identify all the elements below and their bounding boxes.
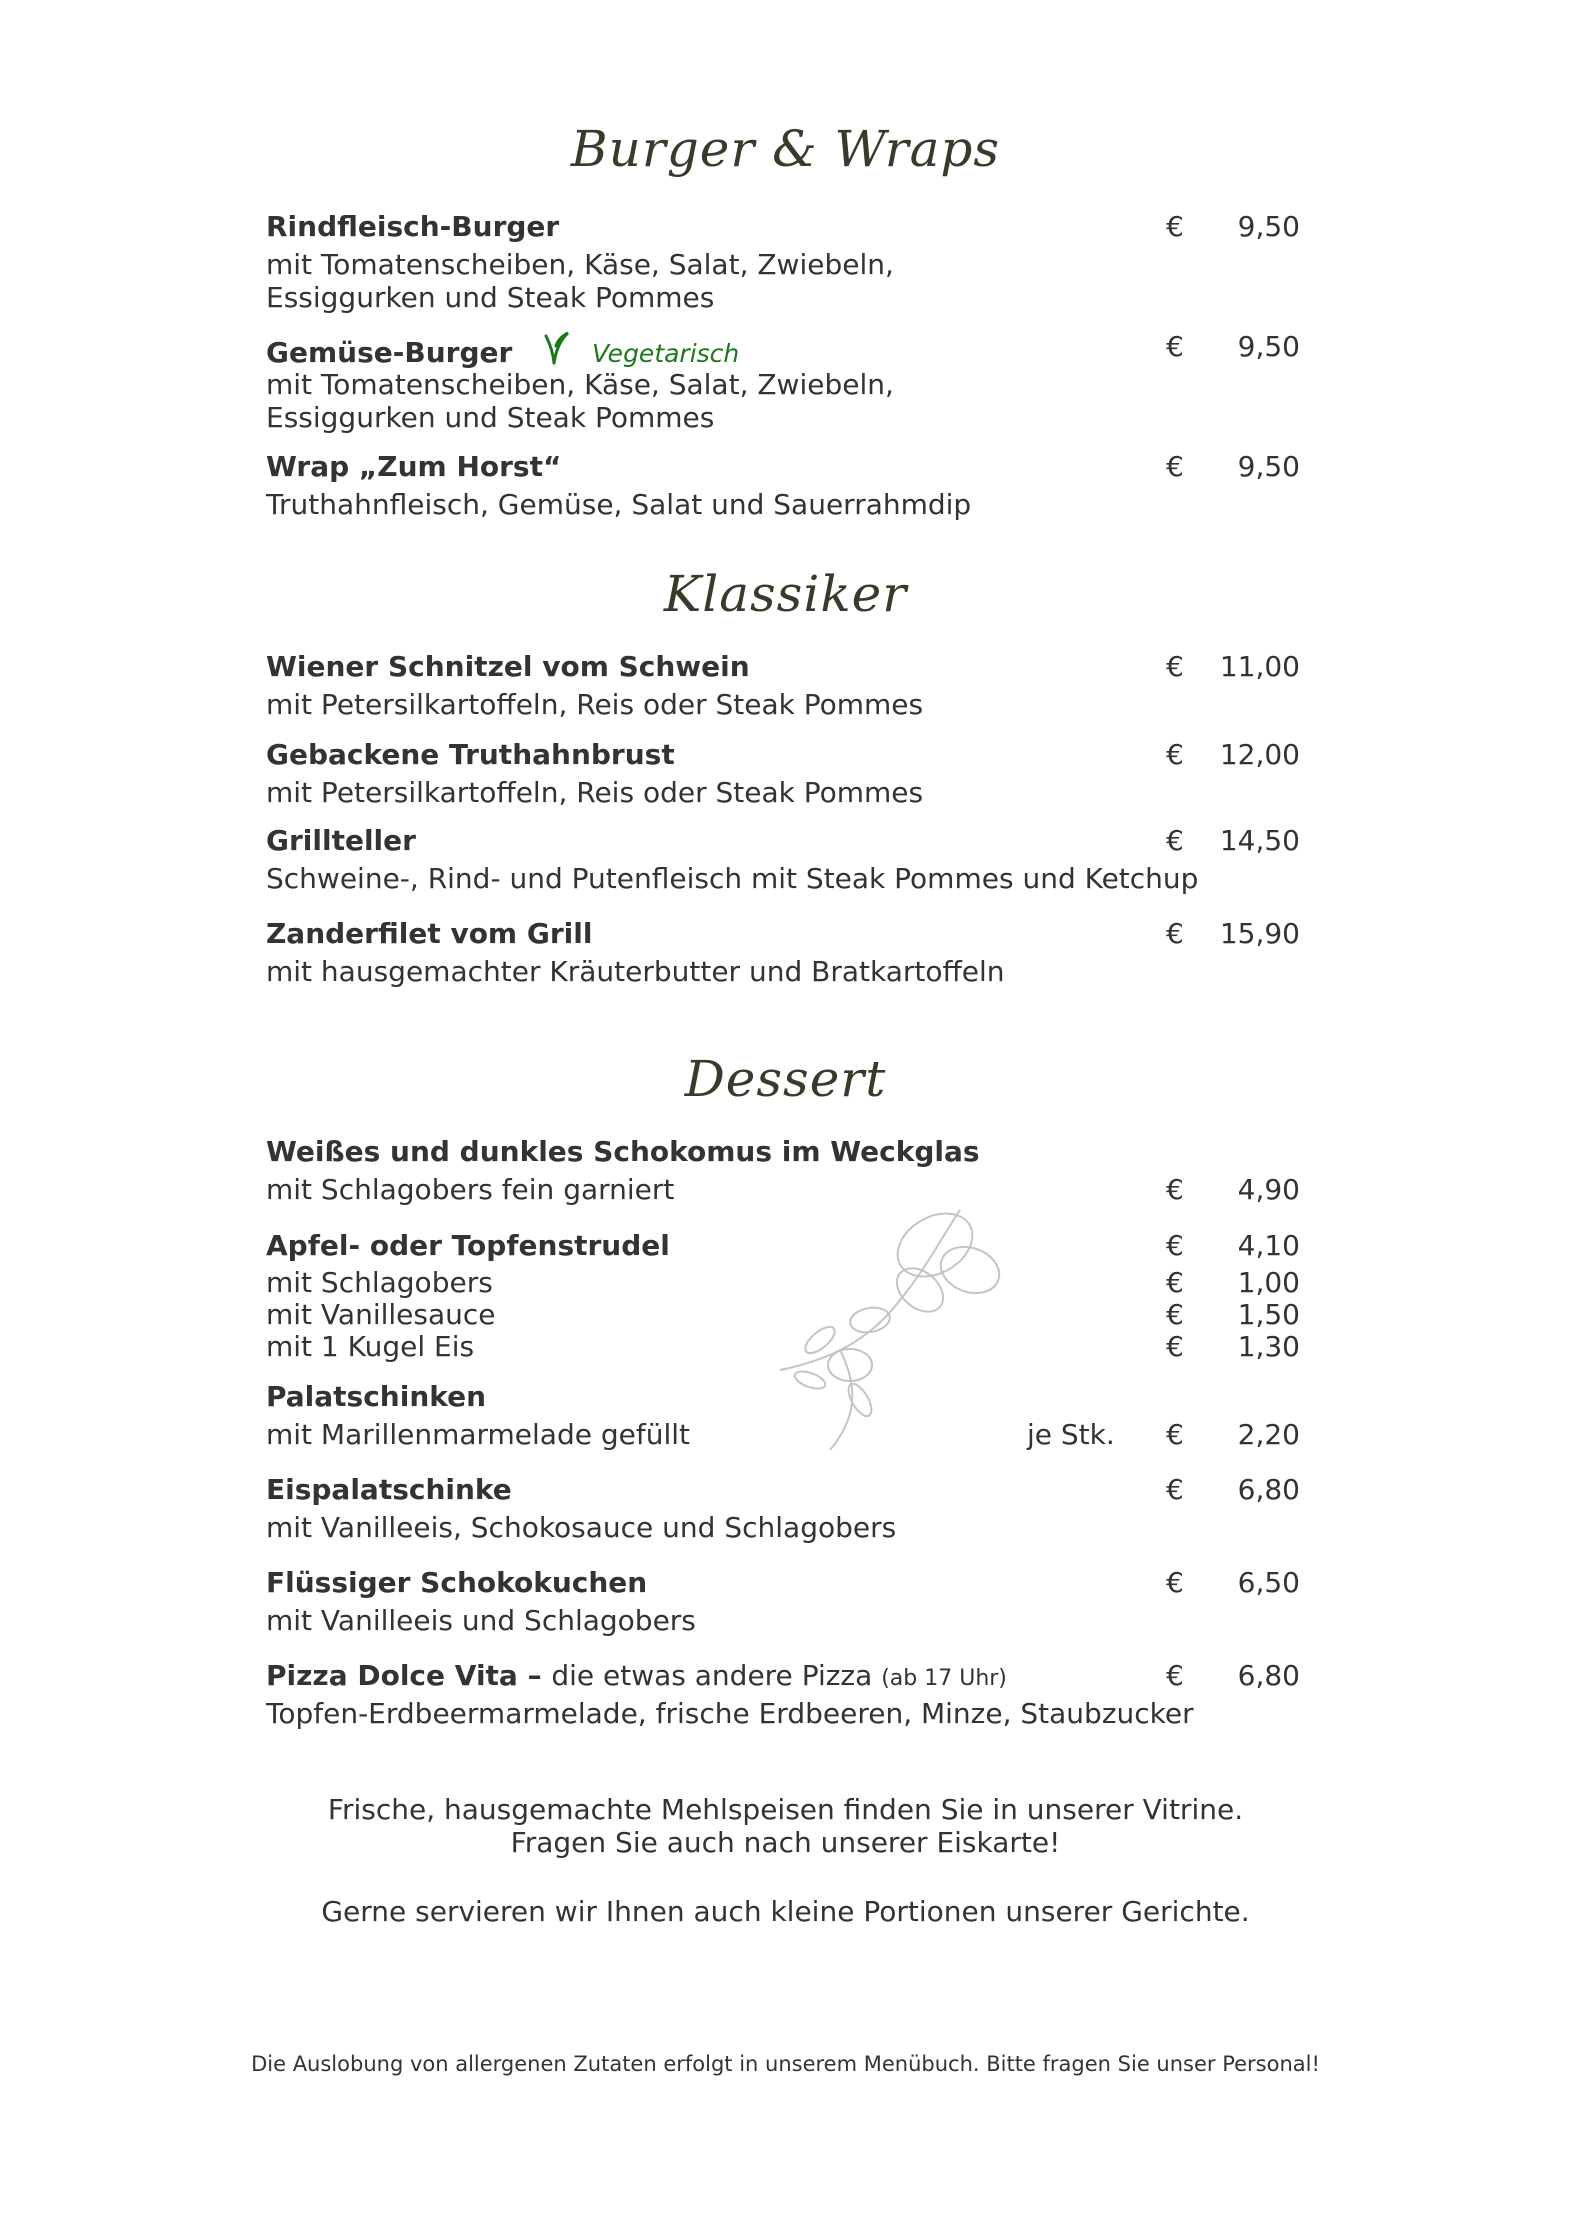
- euro-sign: €: [1166, 1330, 1184, 1363]
- item-price: 6,50: [1237, 1566, 1300, 1599]
- vegetarian-badge: Vegetarisch: [592, 339, 740, 368]
- item-price: 12,00: [1219, 738, 1300, 771]
- item-description: mit Vanilleeis, Schokosauce und Schlagobers: [266, 1511, 897, 1544]
- item-name: Gebackene Truthahnbrust: [266, 738, 675, 771]
- item-description: Schweine-, Rind- und Putenfleisch mit Steak Pommes und Ketchup: [266, 862, 1199, 895]
- item-price: 2,20: [1237, 1418, 1300, 1451]
- extra-label: mit Vanillesauce: [266, 1298, 496, 1331]
- item-name: Wiener Schnitzel vom Schwein: [266, 650, 750, 683]
- item-subtitle: die etwas andere Pizza: [551, 1659, 873, 1692]
- extra-price: 1,00: [1237, 1266, 1300, 1299]
- item-description: mit Petersilkartoffeln, Reis oder Steak Pommes: [266, 776, 924, 809]
- item-description: mit Schlagobers fein garniert: [266, 1173, 675, 1206]
- item-price: 6,80: [1237, 1473, 1300, 1506]
- item-name: Flüssiger Schokokuchen: [266, 1566, 648, 1599]
- euro-sign: €: [1166, 1266, 1184, 1299]
- allergen-footer: Die Auslobung von allergenen Zutaten erfolgt in unserem Menübuch. Bitte fragen Sie unser Personal!: [251, 2052, 1320, 2076]
- euro-sign: €: [1166, 450, 1184, 483]
- euro-sign: €: [1166, 1418, 1184, 1451]
- item-price: 11,00: [1219, 650, 1300, 683]
- item-description: mit Petersilkartoffeln, Reis oder Steak Pommes: [266, 688, 924, 721]
- euro-sign: €: [1166, 738, 1184, 771]
- euro-sign: €: [1166, 210, 1184, 243]
- item-description: mit Tomatenscheiben, Käse, Salat, Zwiebeln,: [266, 368, 894, 401]
- name-separator: –: [517, 1659, 552, 1692]
- item-name: Palatschinken: [266, 1380, 487, 1413]
- item-description: Essiggurken und Steak Pommes: [266, 401, 715, 434]
- item-price: 6,80: [1237, 1659, 1300, 1692]
- item-name: Rindfleisch-Burger: [266, 210, 560, 243]
- euro-sign: €: [1166, 650, 1184, 683]
- item-name: Wrap „Zum Horst“: [266, 450, 562, 483]
- euro-sign: €: [1166, 330, 1184, 363]
- item-description: mit Tomatenscheiben, Käse, Salat, Zwiebeln,: [266, 248, 894, 281]
- euro-sign: €: [1166, 1229, 1184, 1262]
- note-line: Fragen Sie auch nach unserer Eiskarte!: [510, 1826, 1061, 1859]
- item-price: 9,50: [1237, 330, 1300, 363]
- item-description: Essiggurken und Steak Pommes: [266, 281, 715, 314]
- item-name: Apfel- oder Topfenstrudel: [266, 1229, 670, 1262]
- item-description: mit Marillenmarmelade gefüllt: [266, 1418, 691, 1451]
- euro-sign: €: [1166, 1566, 1184, 1599]
- note-line: Frische, hausgemachte Mehlspeisen finden Sie in unserer Vitrine.: [327, 1793, 1244, 1826]
- euro-sign: €: [1166, 1298, 1184, 1331]
- note-line: Gerne servieren wir Ihnen auch kleine Portionen unserer Gerichte.: [321, 1895, 1250, 1928]
- section-title-klassiker: Klassiker: [663, 565, 908, 623]
- item-description: Truthahnfleisch, Gemüse, Salat und Sauerrahmdip: [266, 488, 972, 521]
- item-price: 14,50: [1219, 824, 1300, 857]
- item-price: 9,50: [1237, 210, 1300, 243]
- item-description: Topfen-Erdbeermarmelade, frische Erdbeeren, Minze, Staubzucker: [266, 1697, 1194, 1730]
- section-title-dessert: Dessert: [684, 1050, 887, 1108]
- item-name: Grillteller: [266, 824, 416, 857]
- euro-sign: €: [1166, 1173, 1184, 1206]
- unit-label: je Stk.: [1027, 1418, 1115, 1451]
- item-price: 15,90: [1219, 917, 1300, 950]
- item-price: 4,90: [1237, 1173, 1300, 1206]
- item-name: Gemüse-Burger: [266, 336, 513, 369]
- euro-sign: €: [1166, 824, 1184, 857]
- item-price: 9,50: [1237, 450, 1300, 483]
- olive-branch-icon: [760, 1190, 1020, 1464]
- euro-sign: €: [1166, 1473, 1184, 1506]
- item-name: Zanderfilet vom Grill: [266, 917, 593, 950]
- item-name: Pizza Dolce Vita: [266, 1659, 518, 1692]
- extra-price: 1,30: [1237, 1330, 1300, 1363]
- extra-label: mit Schlagobers: [266, 1266, 493, 1299]
- item-description: mit Vanilleeis und Schlagobers: [266, 1604, 696, 1637]
- item-price: 4,10: [1237, 1229, 1300, 1262]
- euro-sign: €: [1166, 917, 1184, 950]
- item-description: mit hausgemachter Kräuterbutter und Bratkartoffeln: [266, 955, 1005, 988]
- euro-sign: €: [1166, 1659, 1184, 1692]
- item-name: Eispalatschinke: [266, 1473, 512, 1506]
- section-title-burger: Burger & Wraps: [570, 120, 1001, 178]
- extra-label: mit 1 Kugel Eis: [266, 1330, 475, 1363]
- item-name: Weißes und dunkles Schokomus im Weckglas: [266, 1135, 980, 1168]
- extra-price: 1,50: [1237, 1298, 1300, 1331]
- item-note: (ab 17 Uhr): [881, 1666, 1007, 1691]
